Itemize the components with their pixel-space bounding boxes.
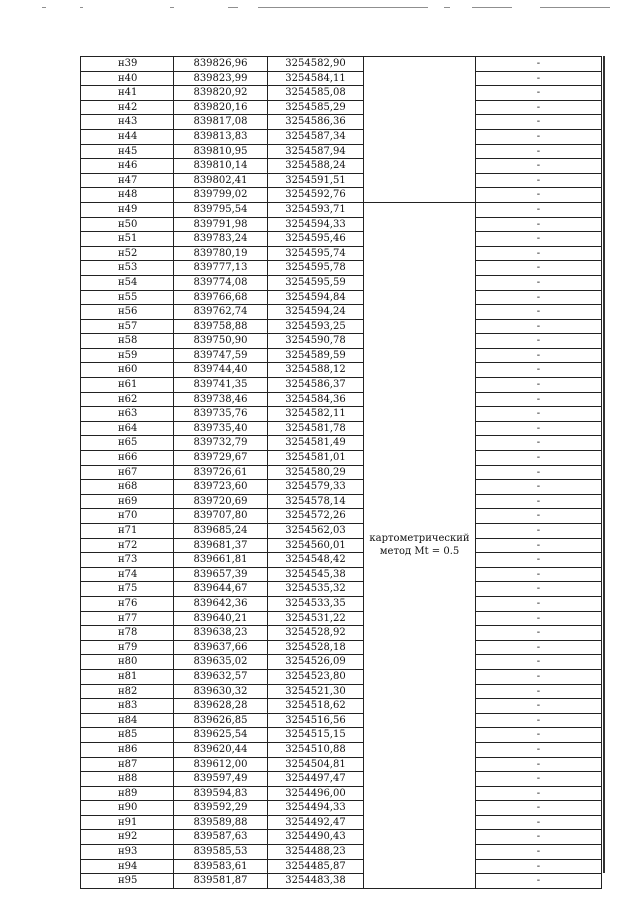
table-row	[81, 582, 602, 597]
table-row	[81, 363, 602, 378]
x-coordinate-cell: 839597,49	[174, 772, 268, 787]
x-coordinate-cell: 839726,61	[174, 465, 268, 480]
accuracy-cell: -	[476, 772, 602, 787]
y-coordinate-cell: 3254591,51	[268, 173, 364, 188]
x-coordinate-cell: 839632,57	[174, 669, 268, 684]
accuracy-cell: -	[476, 173, 602, 188]
x-coordinate-cell: 839637,66	[174, 640, 268, 655]
point-name-cell: н52	[81, 246, 174, 261]
x-coordinate-cell: 839594,83	[174, 786, 268, 801]
point-name-cell: н76	[81, 596, 174, 611]
x-coordinate-cell: 839589,88	[174, 815, 268, 830]
point-name-cell: н62	[81, 392, 174, 407]
x-coordinate-cell: 839820,16	[174, 100, 268, 115]
point-name-cell: н67	[81, 465, 174, 480]
x-coordinate-cell: 839581,87	[174, 874, 268, 889]
x-coordinate-cell: 839791,98	[174, 217, 268, 232]
accuracy-cell: -	[476, 334, 602, 349]
x-coordinate-cell: 839766,68	[174, 290, 268, 305]
point-name-cell: н58	[81, 334, 174, 349]
y-coordinate-cell: 3254531,22	[268, 611, 364, 626]
y-coordinate-cell: 3254497,47	[268, 772, 364, 787]
table-row	[81, 640, 602, 655]
table-row	[81, 86, 602, 101]
y-coordinate-cell: 3254485,87	[268, 859, 364, 874]
table-row	[81, 611, 602, 626]
accuracy-cell: -	[476, 378, 602, 393]
point-name-cell: н78	[81, 626, 174, 641]
y-coordinate-cell: 3254510,88	[268, 742, 364, 757]
x-coordinate-cell: 839625,54	[174, 728, 268, 743]
point-name-cell: н65	[81, 436, 174, 451]
x-coordinate-cell: 839640,21	[174, 611, 268, 626]
x-coordinate-cell: 839638,23	[174, 626, 268, 641]
table-row	[81, 232, 602, 247]
table-row	[81, 845, 602, 860]
accuracy-cell: -	[476, 115, 602, 130]
y-coordinate-cell: 3254578,14	[268, 494, 364, 509]
table-row	[81, 494, 602, 509]
table-row	[81, 378, 602, 393]
table-row	[81, 480, 602, 495]
point-name-cell: н53	[81, 261, 174, 276]
point-name-cell: н40	[81, 71, 174, 86]
y-coordinate-cell: 3254588,24	[268, 159, 364, 174]
table-row	[81, 859, 602, 874]
y-coordinate-cell: 3254594,33	[268, 217, 364, 232]
point-name-cell: н49	[81, 202, 174, 217]
table-row	[81, 699, 602, 714]
y-coordinate-cell: 3254587,94	[268, 144, 364, 159]
y-coordinate-cell: 3254560,01	[268, 538, 364, 553]
point-name-cell: н92	[81, 830, 174, 845]
accuracy-cell: -	[476, 436, 602, 451]
x-coordinate-cell: 839644,67	[174, 582, 268, 597]
point-name-cell: н42	[81, 100, 174, 115]
table-row	[81, 801, 602, 816]
x-coordinate-cell: 839780,19	[174, 246, 268, 261]
table-row	[81, 173, 602, 188]
accuracy-cell: -	[476, 71, 602, 86]
point-name-cell: н73	[81, 553, 174, 568]
x-coordinate-cell: 839741,35	[174, 378, 268, 393]
table-row	[81, 100, 602, 115]
table-row	[81, 159, 602, 174]
point-name-cell: н56	[81, 305, 174, 320]
accuracy-cell: -	[476, 363, 602, 378]
y-coordinate-cell: 3254594,84	[268, 290, 364, 305]
x-coordinate-cell: 839747,59	[174, 348, 268, 363]
point-name-cell: н86	[81, 742, 174, 757]
accuracy-cell: -	[476, 509, 602, 524]
y-coordinate-cell: 3254584,36	[268, 392, 364, 407]
x-coordinate-cell: 839630,32	[174, 684, 268, 699]
table-row	[81, 217, 602, 232]
point-name-cell: н54	[81, 275, 174, 290]
accuracy-cell: -	[476, 611, 602, 626]
y-coordinate-cell: 3254593,25	[268, 319, 364, 334]
point-name-cell: н59	[81, 348, 174, 363]
method-cell-blank	[364, 57, 476, 203]
accuracy-cell: -	[476, 596, 602, 611]
y-coordinate-cell: 3254528,92	[268, 626, 364, 641]
x-coordinate-cell: 839585,53	[174, 845, 268, 860]
x-coordinate-cell: 839777,13	[174, 261, 268, 276]
y-coordinate-cell: 3254585,08	[268, 86, 364, 101]
x-coordinate-cell: 839583,61	[174, 859, 268, 874]
accuracy-cell: -	[476, 232, 602, 247]
table-row	[81, 655, 602, 670]
y-coordinate-cell: 3254494,33	[268, 801, 364, 816]
table-row	[81, 815, 602, 830]
table-row	[81, 246, 602, 261]
accuracy-cell: -	[476, 348, 602, 363]
table-row	[81, 757, 602, 772]
x-coordinate-cell: 839592,29	[174, 801, 268, 816]
x-coordinate-cell: 839685,24	[174, 524, 268, 539]
table-row	[81, 874, 602, 889]
accuracy-cell: -	[476, 801, 602, 816]
method-note-cell	[364, 202, 476, 888]
x-coordinate-cell: 839762,74	[174, 305, 268, 320]
y-coordinate-cell: 3254581,49	[268, 436, 364, 451]
y-coordinate-cell: 3254588,12	[268, 363, 364, 378]
x-coordinate-cell: 839661,81	[174, 553, 268, 568]
point-name-cell: н75	[81, 582, 174, 597]
accuracy-cell: -	[476, 582, 602, 597]
table-row	[81, 392, 602, 407]
table-row	[81, 421, 602, 436]
table-row	[81, 567, 602, 582]
y-coordinate-cell: 3254562,03	[268, 524, 364, 539]
x-coordinate-cell: 839657,39	[174, 567, 268, 582]
x-coordinate-cell: 839620,44	[174, 742, 268, 757]
accuracy-cell: -	[476, 655, 602, 670]
x-coordinate-cell: 839813,83	[174, 129, 268, 144]
point-name-cell: н66	[81, 451, 174, 466]
accuracy-cell: -	[476, 465, 602, 480]
y-coordinate-cell: 3254593,71	[268, 202, 364, 217]
table-row	[81, 596, 602, 611]
point-name-cell: н87	[81, 757, 174, 772]
point-name-cell: н77	[81, 611, 174, 626]
accuracy-cell: -	[476, 757, 602, 772]
table-row	[81, 509, 602, 524]
table-row	[81, 261, 602, 276]
point-name-cell: н63	[81, 407, 174, 422]
point-name-cell: н82	[81, 684, 174, 699]
point-name-cell: н48	[81, 188, 174, 203]
x-coordinate-cell: 839628,28	[174, 699, 268, 714]
accuracy-cell: -	[476, 202, 602, 217]
point-name-cell: н95	[81, 874, 174, 889]
y-coordinate-cell: 3254504,81	[268, 757, 364, 772]
y-coordinate-cell: 3254595,78	[268, 261, 364, 276]
coordinates-table	[80, 56, 602, 889]
y-coordinate-cell: 3254590,78	[268, 334, 364, 349]
y-coordinate-cell: 3254545,38	[268, 567, 364, 582]
point-name-cell: н88	[81, 772, 174, 787]
accuracy-cell: -	[476, 275, 602, 290]
x-coordinate-cell: 839820,92	[174, 86, 268, 101]
table-row	[81, 524, 602, 539]
accuracy-cell: -	[476, 874, 602, 889]
table-row	[81, 830, 602, 845]
point-name-cell: н64	[81, 421, 174, 436]
x-coordinate-cell: 839732,79	[174, 436, 268, 451]
x-coordinate-cell: 839783,24	[174, 232, 268, 247]
accuracy-cell: -	[476, 830, 602, 845]
accuracy-cell: -	[476, 246, 602, 261]
y-coordinate-cell: 3254580,29	[268, 465, 364, 480]
y-coordinate-cell: 3254587,34	[268, 129, 364, 144]
accuracy-cell: -	[476, 305, 602, 320]
accuracy-cell: -	[476, 421, 602, 436]
y-coordinate-cell: 3254595,59	[268, 275, 364, 290]
x-coordinate-cell: 839707,80	[174, 509, 268, 524]
table-row	[81, 436, 602, 451]
table-row	[81, 451, 602, 466]
point-name-cell: н68	[81, 480, 174, 495]
method-note-line1: картометрический	[369, 533, 470, 545]
accuracy-cell: -	[476, 742, 602, 757]
accuracy-cell: -	[476, 451, 602, 466]
point-name-cell: н60	[81, 363, 174, 378]
y-coordinate-cell: 3254492,47	[268, 815, 364, 830]
point-name-cell: н45	[81, 144, 174, 159]
x-coordinate-cell: 839635,02	[174, 655, 268, 670]
point-name-cell: н83	[81, 699, 174, 714]
accuracy-cell: -	[476, 538, 602, 553]
accuracy-cell: -	[476, 188, 602, 203]
table-row	[81, 626, 602, 641]
point-name-cell: н39	[81, 57, 174, 72]
x-coordinate-cell: 839823,99	[174, 71, 268, 86]
y-coordinate-cell: 3254533,35	[268, 596, 364, 611]
accuracy-cell: -	[476, 494, 602, 509]
accuracy-cell: -	[476, 699, 602, 714]
table-row	[81, 305, 602, 320]
coordinates-table-body	[81, 57, 602, 889]
point-name-cell: н84	[81, 713, 174, 728]
y-coordinate-cell: 3254589,59	[268, 348, 364, 363]
x-coordinate-cell: 839802,41	[174, 173, 268, 188]
table-row	[81, 407, 602, 422]
x-coordinate-cell: 839799,02	[174, 188, 268, 203]
table-row	[81, 465, 602, 480]
x-coordinate-cell: 839817,08	[174, 115, 268, 130]
accuracy-cell: -	[476, 86, 602, 101]
y-coordinate-cell: 3254572,26	[268, 509, 364, 524]
y-coordinate-cell: 3254584,11	[268, 71, 364, 86]
point-name-cell: н44	[81, 129, 174, 144]
accuracy-cell: -	[476, 217, 602, 232]
y-coordinate-cell: 3254595,74	[268, 246, 364, 261]
x-coordinate-cell: 839744,40	[174, 363, 268, 378]
accuracy-cell: -	[476, 290, 602, 305]
x-coordinate-cell: 839612,00	[174, 757, 268, 772]
accuracy-cell: -	[476, 129, 602, 144]
point-name-cell: н72	[81, 538, 174, 553]
table-row	[81, 71, 602, 86]
point-name-cell: н50	[81, 217, 174, 232]
x-coordinate-cell: 839750,90	[174, 334, 268, 349]
table-row	[81, 538, 602, 553]
point-name-cell: н89	[81, 786, 174, 801]
point-name-cell: н41	[81, 86, 174, 101]
accuracy-cell: -	[476, 407, 602, 422]
point-name-cell: н46	[81, 159, 174, 174]
y-coordinate-cell: 3254490,43	[268, 830, 364, 845]
table-row	[81, 669, 602, 684]
point-name-cell: н85	[81, 728, 174, 743]
accuracy-cell: -	[476, 319, 602, 334]
method-note-line2: метод Mt = 0.5	[379, 546, 460, 558]
table-row	[81, 129, 602, 144]
y-coordinate-cell: 3254483,38	[268, 874, 364, 889]
y-coordinate-cell: 3254586,36	[268, 115, 364, 130]
y-coordinate-cell: 3254579,33	[268, 480, 364, 495]
table-row	[81, 319, 602, 334]
y-coordinate-cell: 3254496,00	[268, 786, 364, 801]
accuracy-cell: -	[476, 261, 602, 276]
x-coordinate-cell: 839642,36	[174, 596, 268, 611]
point-name-cell: н43	[81, 115, 174, 130]
y-coordinate-cell: 3254581,78	[268, 421, 364, 436]
y-coordinate-cell: 3254595,46	[268, 232, 364, 247]
point-name-cell: н79	[81, 640, 174, 655]
x-coordinate-cell: 839735,40	[174, 421, 268, 436]
y-coordinate-cell: 3254582,90	[268, 57, 364, 72]
x-coordinate-cell: 839587,63	[174, 830, 268, 845]
accuracy-cell: -	[476, 786, 602, 801]
x-coordinate-cell: 839729,67	[174, 451, 268, 466]
y-coordinate-cell: 3254586,37	[268, 378, 364, 393]
accuracy-cell: -	[476, 480, 602, 495]
accuracy-cell: -	[476, 859, 602, 874]
accuracy-cell: -	[476, 626, 602, 641]
point-name-cell: н70	[81, 509, 174, 524]
y-coordinate-cell: 3254488,23	[268, 845, 364, 860]
point-name-cell: н69	[81, 494, 174, 509]
point-name-cell: н91	[81, 815, 174, 830]
table-row	[81, 772, 602, 787]
table-row	[81, 348, 602, 363]
table-row	[81, 786, 602, 801]
x-coordinate-cell: 839758,88	[174, 319, 268, 334]
accuracy-cell: -	[476, 159, 602, 174]
y-coordinate-cell: 3254528,18	[268, 640, 364, 655]
accuracy-cell: -	[476, 713, 602, 728]
y-coordinate-cell: 3254582,11	[268, 407, 364, 422]
accuracy-cell: -	[476, 669, 602, 684]
x-coordinate-cell: 839826,96	[174, 57, 268, 72]
point-name-cell: н51	[81, 232, 174, 247]
x-coordinate-cell: 839723,60	[174, 480, 268, 495]
y-coordinate-cell: 3254581,01	[268, 451, 364, 466]
table-row	[81, 144, 602, 159]
table-row	[81, 334, 602, 349]
table-row	[81, 728, 602, 743]
x-coordinate-cell: 839720,69	[174, 494, 268, 509]
y-coordinate-cell: 3254518,62	[268, 699, 364, 714]
accuracy-cell: -	[476, 684, 602, 699]
table-row	[81, 684, 602, 699]
point-name-cell: н93	[81, 845, 174, 860]
y-coordinate-cell: 3254515,15	[268, 728, 364, 743]
table-row	[81, 188, 602, 203]
accuracy-cell: -	[476, 567, 602, 582]
point-name-cell: н81	[81, 669, 174, 684]
table-row	[81, 742, 602, 757]
table-row	[81, 713, 602, 728]
point-name-cell: н71	[81, 524, 174, 539]
x-coordinate-cell: 839810,14	[174, 159, 268, 174]
y-coordinate-cell: 3254585,29	[268, 100, 364, 115]
table-right-edge	[603, 56, 605, 873]
y-coordinate-cell: 3254523,80	[268, 669, 364, 684]
table-row	[81, 115, 602, 130]
accuracy-cell: -	[476, 57, 602, 72]
y-coordinate-cell: 3254516,56	[268, 713, 364, 728]
point-name-cell: н80	[81, 655, 174, 670]
y-coordinate-cell: 3254535,32	[268, 582, 364, 597]
x-coordinate-cell: 839810,95	[174, 144, 268, 159]
x-coordinate-cell: 839774,08	[174, 275, 268, 290]
accuracy-cell: -	[476, 144, 602, 159]
x-coordinate-cell: 839735,76	[174, 407, 268, 422]
point-name-cell: н47	[81, 173, 174, 188]
point-name-cell: н55	[81, 290, 174, 305]
y-coordinate-cell: 3254526,09	[268, 655, 364, 670]
accuracy-cell: -	[476, 100, 602, 115]
table-row	[81, 57, 602, 72]
y-coordinate-cell: 3254592,76	[268, 188, 364, 203]
x-coordinate-cell: 839626,85	[174, 713, 268, 728]
accuracy-cell: -	[476, 845, 602, 860]
scan-artifact-line	[20, 4, 620, 10]
point-name-cell: н94	[81, 859, 174, 874]
x-coordinate-cell: 839738,46	[174, 392, 268, 407]
table-row	[81, 202, 602, 217]
point-name-cell: н90	[81, 801, 174, 816]
accuracy-cell: -	[476, 553, 602, 568]
y-coordinate-cell: 3254594,24	[268, 305, 364, 320]
point-name-cell: н61	[81, 378, 174, 393]
table-row	[81, 275, 602, 290]
x-coordinate-cell: 839681,37	[174, 538, 268, 553]
y-coordinate-cell: 3254521,30	[268, 684, 364, 699]
accuracy-cell: -	[476, 640, 602, 655]
y-coordinate-cell: 3254548,42	[268, 553, 364, 568]
point-name-cell: н57	[81, 319, 174, 334]
accuracy-cell: -	[476, 815, 602, 830]
accuracy-cell: -	[476, 524, 602, 539]
accuracy-cell: -	[476, 728, 602, 743]
table-row	[81, 290, 602, 305]
accuracy-cell: -	[476, 392, 602, 407]
table-row	[81, 553, 602, 568]
point-name-cell: н74	[81, 567, 174, 582]
x-coordinate-cell: 839795,54	[174, 202, 268, 217]
